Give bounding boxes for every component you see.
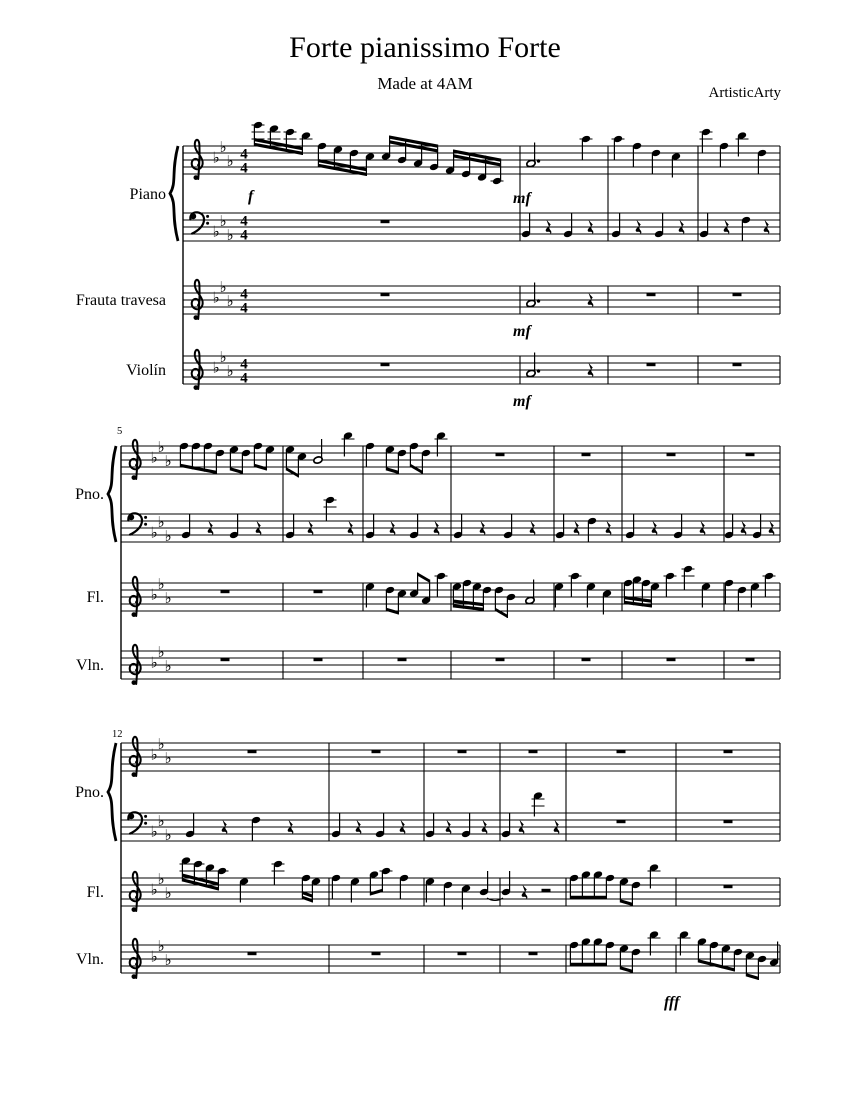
key-signature-flat: ♭ (150, 585, 158, 604)
note-event (181, 514, 191, 539)
note-event (409, 514, 419, 539)
key-signature-flat: ♭ (164, 657, 172, 675)
note-event (580, 135, 593, 160)
key-signature-flat: ♭ (150, 745, 158, 764)
note-event (365, 442, 375, 467)
note-event (746, 453, 755, 456)
note-event (409, 573, 431, 605)
note-event (252, 121, 313, 155)
note-event (752, 514, 762, 539)
key-signature-flat: ♭ (212, 358, 220, 377)
note-event (664, 572, 677, 597)
note-event (221, 590, 230, 593)
note-event (314, 658, 323, 661)
note-event (229, 514, 239, 539)
key-signature-flat: ♭ (157, 735, 165, 753)
key-signature-flat: ♭ (150, 653, 158, 672)
composer-credit: ArtisticArty (708, 85, 781, 101)
staff-violin (121, 930, 780, 1011)
note-event (582, 658, 591, 661)
note-event (453, 514, 463, 539)
note-event (647, 293, 656, 296)
piece-subtitle: Made at 4AM (377, 74, 473, 93)
key-signature-flat: ♭ (164, 884, 172, 902)
note-event (409, 442, 431, 474)
note-event (542, 889, 551, 892)
note-event (667, 658, 676, 661)
time-signature-top: 4 (240, 286, 248, 303)
note-event (399, 874, 409, 899)
note-event (272, 860, 285, 885)
key-signature-flat: ♭ (164, 589, 172, 607)
note-event (372, 750, 381, 753)
note-event (331, 813, 341, 838)
piano-brace (108, 743, 116, 841)
dynamic-marking: f (248, 188, 254, 205)
note-event (313, 439, 323, 464)
note-event (369, 867, 393, 896)
note-event (221, 658, 230, 661)
key-signature-flat: ♭ (150, 448, 158, 467)
note-event (494, 586, 516, 618)
system-1 (76, 121, 780, 410)
key-signature-flat: ♭ (157, 812, 165, 830)
music-systems (75, 121, 780, 1011)
time-signature-bottom: 4 (240, 300, 248, 317)
key-signature-flat: ♭ (164, 826, 172, 844)
staff-piano-bass (121, 791, 780, 844)
note-event (458, 952, 467, 955)
instrument-label: Frauta travesa (75, 292, 166, 309)
instrument-label: Violín (126, 362, 166, 379)
note-event (331, 874, 341, 899)
note-event (179, 442, 225, 474)
note-event (667, 453, 676, 456)
note-event (381, 293, 390, 296)
note-event (285, 514, 295, 539)
instrument-label: Fl. (86, 589, 104, 606)
note-event (763, 572, 776, 597)
system-2 (75, 426, 780, 685)
note-event (248, 750, 257, 753)
instrument-label: Vln. (76, 657, 104, 674)
key-signature-flat: ♭ (150, 880, 158, 899)
note-event (458, 750, 467, 753)
note-event (673, 514, 683, 539)
note-event (248, 952, 257, 955)
piano-brace (108, 446, 116, 542)
note-event (324, 496, 337, 521)
measure-number: 5 (117, 426, 123, 437)
note-event (625, 514, 635, 539)
note-event (651, 149, 661, 174)
note-event (582, 453, 591, 456)
note-event (724, 820, 733, 823)
key-signature-flat: ♭ (157, 870, 165, 888)
key-signature-flat: ♭ (150, 523, 158, 542)
note-event (746, 658, 755, 661)
time-signature-bottom: 4 (240, 227, 248, 244)
note-event (724, 885, 733, 888)
key-signature-flat: ♭ (212, 288, 220, 307)
instrument-label: Piano (129, 186, 166, 203)
staff-piano-treble (121, 735, 780, 777)
note-event (375, 813, 385, 838)
note-event (612, 135, 625, 160)
key-signature-flat: ♭ (226, 226, 234, 244)
note-event (461, 813, 471, 838)
note-event (647, 363, 656, 366)
instrument-label: Pno. (75, 784, 104, 801)
note-event (529, 952, 538, 955)
time-signature-bottom: 4 (240, 160, 248, 177)
note-event (435, 572, 448, 597)
time-signature-top: 4 (240, 356, 248, 373)
staff-flute (183, 278, 780, 340)
note-event (623, 575, 660, 607)
key-signature-flat: ♭ (226, 152, 234, 170)
note-event (699, 213, 709, 238)
note-event (724, 514, 734, 539)
note-event (251, 816, 261, 841)
note-event (569, 572, 582, 597)
key-signature-flat: ♭ (219, 212, 227, 230)
note-event (724, 579, 734, 604)
note-event (741, 216, 751, 241)
staff-piano-bass (183, 212, 780, 244)
note-event (381, 363, 390, 366)
note-event (617, 750, 626, 753)
key-signature-flat: ♭ (212, 222, 220, 241)
instrument-label: Fl. (86, 884, 104, 901)
note-event (314, 590, 323, 593)
note-event (425, 813, 435, 838)
note-event (398, 658, 407, 661)
note-event (365, 514, 375, 539)
key-signature-flat: ♭ (157, 643, 165, 661)
note-event (617, 820, 626, 823)
key-signature-flat: ♭ (219, 278, 227, 296)
note-event (496, 453, 505, 456)
time-signature-bottom: 4 (240, 370, 248, 387)
note-event (317, 142, 375, 176)
staff-violin (183, 348, 780, 410)
time-signature-top: 4 (240, 213, 248, 230)
dynamic-marking: mf (513, 323, 531, 340)
key-signature-flat: ♭ (164, 951, 172, 969)
note-event (563, 213, 573, 238)
dynamic-marking: mf (513, 393, 531, 410)
note-event (555, 514, 565, 539)
key-signature-flat: ♭ (157, 575, 165, 593)
key-signature-flat: ♭ (164, 527, 172, 545)
note-event (724, 750, 733, 753)
instrument-label: Vln. (76, 951, 104, 968)
instrument-label: Pno. (75, 486, 104, 503)
note-event (443, 881, 453, 906)
note-event (521, 213, 531, 238)
piece-title: Forte pianissimo Forte (289, 31, 561, 64)
note-event (372, 952, 381, 955)
note-event (503, 514, 513, 539)
note-event (501, 813, 511, 838)
note-event (501, 871, 511, 896)
piano-brace (170, 146, 178, 241)
note-event (733, 363, 742, 366)
key-signature-flat: ♭ (212, 148, 220, 167)
key-signature-flat: ♭ (150, 947, 158, 966)
key-signature-flat: ♭ (157, 513, 165, 531)
note-event (682, 565, 695, 590)
note-event (737, 586, 747, 611)
note-event (479, 871, 489, 896)
key-signature-flat: ♭ (164, 749, 172, 767)
note-event (632, 142, 642, 167)
dynamic-marking: fff (664, 994, 680, 1011)
dynamic-marking: mf (513, 190, 531, 207)
note-event (185, 813, 195, 838)
key-signature-flat: ♭ (157, 937, 165, 955)
note-event (529, 750, 538, 753)
note-event (381, 220, 390, 223)
system-3 (75, 729, 780, 1011)
key-signature-flat: ♭ (150, 822, 158, 841)
key-signature-flat: ♭ (219, 138, 227, 156)
note-event (496, 658, 505, 661)
note-event (733, 293, 742, 296)
staff-flute (121, 856, 780, 912)
note-event (452, 579, 492, 611)
note-event (719, 142, 729, 167)
measure-number: 12 (112, 729, 123, 740)
key-signature-flat: ♭ (226, 362, 234, 380)
note-event (285, 445, 307, 477)
note-event (587, 517, 597, 542)
note-event (700, 128, 713, 153)
note-event (757, 149, 767, 174)
key-signature-flat: ♭ (164, 452, 172, 470)
note-event (611, 213, 621, 238)
time-signature-top: 4 (240, 146, 248, 163)
key-signature-flat: ♭ (219, 348, 227, 366)
key-signature-flat: ♭ (226, 292, 234, 310)
note-event (654, 213, 664, 238)
key-signature-flat: ♭ (157, 438, 165, 456)
staff-piano-treble (183, 121, 780, 207)
